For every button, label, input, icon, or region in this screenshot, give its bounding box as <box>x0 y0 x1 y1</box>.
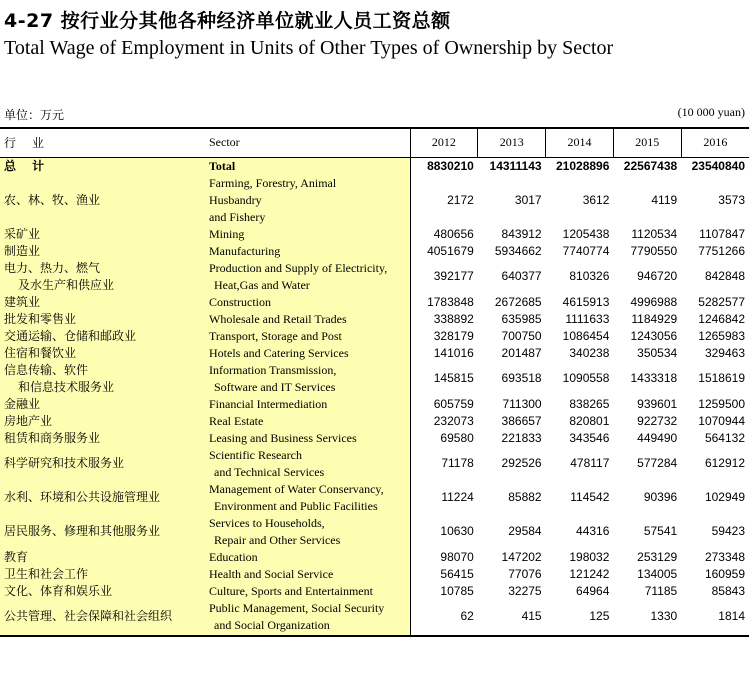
wage-value-cell: 1184929 <box>631 311 678 326</box>
wage-value-cell: 700750 <box>501 328 542 343</box>
wage-value-cell: 114542 <box>570 490 610 504</box>
table-row <box>0 328 749 345</box>
sector-name-english-line: Management of Water Conservancy, <box>209 481 384 496</box>
sector-name-chinese <box>0 294 204 311</box>
table-row <box>0 362 749 396</box>
sector-name-english <box>204 157 410 175</box>
wage-value-cell: 693518 <box>501 371 542 385</box>
wage-value-cell: 386657 <box>501 413 542 428</box>
sector-name-english-line: Wholesale and Retail Trades <box>209 311 347 326</box>
sector-name-english-line: and Technical Services <box>214 464 325 479</box>
sector-name-chinese-line: 总 计 <box>4 158 51 173</box>
table-row <box>0 243 749 260</box>
wage-value-cell: 1070944 <box>698 413 745 428</box>
sector-name-english-line: Heat,Gas and Water <box>214 277 310 292</box>
sector-name-english <box>204 549 410 566</box>
wage-value-cell: 1090558 <box>562 371 610 385</box>
wage-value-cell: 21028896 <box>556 158 610 173</box>
wage-table <box>0 127 749 637</box>
wage-value-cell: 44316 <box>576 524 610 538</box>
sector-name-chinese <box>0 175 204 226</box>
table-row <box>0 294 749 311</box>
table-row <box>0 413 749 430</box>
table-title-english: Total Wage of Employment in Units of Other Types of Ownership by Sector <box>4 37 614 59</box>
sector-name-chinese-line: 科学研究和技术服务业 <box>4 456 125 470</box>
sector-name-english <box>204 447 410 481</box>
wage-value-cell: 14311143 <box>489 158 542 173</box>
sector-name-chinese <box>0 396 204 413</box>
wage-value-cell: 1330 <box>613 600 681 636</box>
wage-value-cell: 810326 <box>569 269 610 283</box>
wage-value-cell: 480656 <box>433 226 474 241</box>
wage-table-container <box>0 127 751 637</box>
sector-name-english <box>204 294 410 311</box>
wage-value-cell: 160959 <box>704 566 745 581</box>
sector-name-english-line: Scientific Research <box>209 447 302 462</box>
sector-name-english <box>204 243 410 260</box>
sector-name-english-line: Financial Intermediation <box>209 396 328 411</box>
wage-value-cell: 340238 <box>569 345 610 360</box>
sector-name-english-line: Total <box>209 158 236 173</box>
wage-value-cell: 711300 <box>502 396 542 411</box>
wage-value-cell: 292526 <box>501 456 542 470</box>
sector-name-chinese <box>0 430 204 447</box>
sector-name-english <box>204 362 410 396</box>
wage-value-cell: 449490 <box>637 430 678 445</box>
wage-value-cell: 1518619 <box>698 371 745 385</box>
sector-name-chinese <box>0 345 204 362</box>
wage-value-cell: 3017 <box>514 192 542 207</box>
table-row <box>0 515 749 549</box>
wage-value-cell: 98070 <box>440 549 474 564</box>
wage-value-cell: 1111633 <box>565 311 610 326</box>
sector-name-english <box>204 566 410 583</box>
wage-value-cell: 7751266 <box>698 243 745 258</box>
sector-name-english <box>204 481 410 515</box>
sector-name-english-line: Software and IT Services <box>214 379 336 394</box>
sector-name-chinese-line: 及水生产和供应业 <box>18 277 115 292</box>
sector-name-chinese-line: 公共管理、社会保障和社会组织 <box>4 609 173 623</box>
wage-value-cell: 843912 <box>501 226 542 241</box>
wage-value-cell: 32275 <box>508 583 542 598</box>
wage-value-cell: 5934662 <box>494 243 542 258</box>
wage-value-cell: 939601 <box>637 396 678 411</box>
sector-name-english-line: Real Estate <box>209 413 264 428</box>
wage-value-cell: 842848 <box>704 269 745 283</box>
wage-value-cell: 232073 <box>433 413 474 428</box>
table-row <box>0 345 749 362</box>
sector-name-english <box>204 430 410 447</box>
wage-value-cell: 71185 <box>644 583 678 598</box>
table-body <box>0 157 749 636</box>
unit-label-chinese: 单位：万元 <box>4 108 65 122</box>
wage-value-cell: 4615913 <box>562 294 610 309</box>
wage-value-cell: 635985 <box>501 311 542 326</box>
wage-value-cell: 145815 <box>433 371 474 385</box>
table-row <box>0 566 749 583</box>
sector-name-english <box>204 260 410 294</box>
wage-value-cell: 564132 <box>704 430 745 445</box>
sector-name-chinese <box>0 157 204 175</box>
wage-value-cell: 23540840 <box>691 158 745 173</box>
wage-value-cell: 946720 <box>637 269 678 283</box>
sector-name-chinese <box>0 362 204 396</box>
header-row <box>0 128 749 157</box>
wage-value-cell: 29584 <box>508 524 542 538</box>
wage-value-cell: 338892 <box>433 311 474 326</box>
sector-name-chinese <box>0 260 204 294</box>
wage-value-cell: 85843 <box>711 583 745 598</box>
wage-value-cell: 329463 <box>704 345 745 360</box>
wage-value-cell: 141016 <box>433 345 474 360</box>
sector-name-chinese <box>0 226 204 243</box>
wage-value-cell: 198032 <box>569 549 610 564</box>
wage-value-cell: 4051679 <box>427 243 474 258</box>
sector-name-chinese <box>0 328 204 345</box>
sector-name-english-line: Culture, Sports and Entertainment <box>209 583 373 598</box>
wage-value-cell: 1107847 <box>699 226 745 241</box>
sector-name-english-line: and Fishery <box>209 209 266 224</box>
wage-value-cell: 2672685 <box>494 294 542 309</box>
wage-value-cell: 90396 <box>643 490 678 504</box>
sector-name-english-line: Health and Social Service <box>209 566 334 581</box>
wage-value-cell: 71178 <box>441 456 474 470</box>
sector-name-english-line: Services to Households, <box>209 515 325 530</box>
wage-value-cell: 77076 <box>508 566 542 581</box>
sector-name-chinese <box>0 311 204 328</box>
sector-name-chinese <box>0 549 204 566</box>
sector-name-english-line: Husbandry <box>209 192 262 207</box>
wage-value-cell: 1433318 <box>630 371 678 385</box>
wage-value-cell: 7790550 <box>630 243 678 258</box>
wage-value-cell: 57541 <box>643 524 678 538</box>
table-row <box>0 396 749 413</box>
sector-name-chinese <box>0 447 204 481</box>
sector-name-chinese-line: 卫生和社会工作 <box>4 566 89 581</box>
wage-value-cell: 273348 <box>704 549 745 564</box>
wage-value-cell: 1265983 <box>698 328 745 343</box>
sector-name-chinese <box>0 243 204 260</box>
sector-name-chinese <box>0 583 204 600</box>
sector-name-english <box>204 413 410 430</box>
wage-value-cell: 10785 <box>440 583 474 598</box>
sector-name-chinese-line: 住宿和餐饮业 <box>4 345 77 360</box>
header-sector-english: Sector <box>204 128 410 157</box>
wage-value-cell: 328179 <box>433 328 474 343</box>
wage-value-cell: 1086454 <box>562 328 610 343</box>
wage-value-cell: 1243056 <box>630 328 678 343</box>
wage-value-cell: 2172 <box>447 192 474 207</box>
wage-value-cell: 201487 <box>501 345 542 360</box>
sector-name-english-line: Public Management, Social Security <box>209 600 385 615</box>
sector-name-chinese-line: 信息传输、软件 <box>4 362 89 377</box>
wage-value-cell: 69580 <box>440 430 474 445</box>
sector-name-english-line: Leasing and Business Services <box>209 430 357 445</box>
header-year: 2016 <box>681 128 749 157</box>
wage-value-cell: 1246842 <box>698 311 745 326</box>
wage-value-cell: 102949 <box>704 490 745 504</box>
wage-value-cell: 478117 <box>570 456 610 470</box>
sector-name-english-line: Farming, Forestry, Animal <box>209 175 337 190</box>
table-row <box>0 311 749 328</box>
wage-value-cell: 125 <box>546 600 614 636</box>
wage-value-cell: 1814 <box>681 600 749 636</box>
sector-name-english-line: Hotels and Catering Services <box>209 345 349 360</box>
sector-name-chinese-line: 金融业 <box>4 396 41 411</box>
sector-name-chinese <box>0 481 204 515</box>
wage-value-cell: 5282577 <box>698 294 745 309</box>
sector-name-english-line: and Social Organization <box>214 617 330 632</box>
sector-name-chinese <box>0 566 204 583</box>
sector-name-english-line: Mining <box>209 226 245 241</box>
header-year: 2015 <box>613 128 681 157</box>
sector-name-english-line: Transport, Storage and Post <box>209 328 342 343</box>
sector-name-english <box>204 583 410 600</box>
wage-value-cell: 612912 <box>704 456 745 470</box>
table-row <box>0 600 749 636</box>
wage-value-cell: 253129 <box>637 549 678 564</box>
wage-value-cell: 4996988 <box>630 294 678 309</box>
sector-name-english-line: Production and Supply of Electricity, <box>209 260 388 275</box>
sector-name-chinese-line: 房地产业 <box>4 413 53 428</box>
sector-name-chinese <box>0 600 204 636</box>
table-row <box>0 481 749 515</box>
wage-value-cell: 415 <box>478 600 546 636</box>
sector-name-english <box>204 175 410 226</box>
wage-value-cell: 134005 <box>637 566 678 581</box>
wage-value-cell: 59423 <box>711 524 745 538</box>
table-row <box>0 226 749 243</box>
wage-value-cell: 147202 <box>501 549 542 564</box>
wage-value-cell: 7740774 <box>562 243 610 258</box>
wage-value-cell: 10630 <box>440 524 474 538</box>
wage-value-cell: 8830210 <box>427 158 474 173</box>
table-row <box>0 447 749 481</box>
wage-value-cell: 1120534 <box>631 226 678 241</box>
header-year: 2012 <box>410 128 478 157</box>
total-row <box>0 157 749 175</box>
sector-name-chinese-line: 批发和零售业 <box>4 311 77 326</box>
wage-value-cell: 62 <box>410 600 478 636</box>
table-title-chinese: 4-27 按行业分其他各种经济单位就业人员工资总额 <box>4 10 451 32</box>
sector-name-english <box>204 311 410 328</box>
sector-name-chinese-line: 采矿业 <box>4 226 41 241</box>
table-row <box>0 430 749 447</box>
sector-name-chinese-line: 农、林、牧、渔业 <box>4 192 101 207</box>
sector-name-chinese-line: 文化、体育和娱乐业 <box>4 583 113 598</box>
wage-value-cell: 343546 <box>569 430 610 445</box>
wage-value-cell: 3573 <box>718 192 745 207</box>
wage-value-cell: 11224 <box>441 490 474 504</box>
sector-name-english-line: Education <box>209 549 258 564</box>
sector-name-english-line: Manufacturing <box>209 243 281 258</box>
table-row <box>0 175 749 226</box>
sector-name-english-line: Construction <box>209 294 271 309</box>
sector-name-english <box>204 345 410 362</box>
header-sector-chinese: 行 业 <box>0 128 204 157</box>
wage-value-cell: 1259500 <box>698 396 745 411</box>
wage-value-cell: 820801 <box>569 413 610 428</box>
sector-name-english <box>204 515 410 549</box>
wage-value-cell: 1205438 <box>562 226 610 241</box>
wage-value-cell: 121242 <box>569 566 610 581</box>
wage-value-cell: 922732 <box>637 413 678 428</box>
sector-name-chinese-line: 交通运输、仓储和邮政业 <box>4 328 137 343</box>
table-header <box>0 128 749 157</box>
sector-name-chinese-line: 和信息技术服务业 <box>18 379 115 394</box>
sector-name-english-line: Repair and Other Services <box>214 532 341 547</box>
wage-value-cell: 3612 <box>582 192 610 207</box>
wage-value-cell: 221833 <box>501 430 542 445</box>
sector-name-english-line: Information Transmission, <box>209 362 337 377</box>
header-year: 2013 <box>478 128 546 157</box>
table-row <box>0 549 749 566</box>
wage-value-cell: 22567438 <box>623 158 678 173</box>
wage-value-cell: 1783848 <box>427 294 474 309</box>
sector-name-chinese-line: 制造业 <box>4 243 41 258</box>
wage-value-cell: 605759 <box>433 396 474 411</box>
sector-name-chinese-line: 水利、环境和公共设施管理业 <box>4 490 161 504</box>
wage-value-cell: 350534 <box>637 345 678 360</box>
wage-value-cell: 640377 <box>501 269 542 283</box>
sector-name-chinese-line: 居民服务、修理和其他服务业 <box>4 524 161 538</box>
sector-name-english <box>204 226 410 243</box>
wage-value-cell: 64964 <box>576 583 610 598</box>
sector-name-chinese <box>0 413 204 430</box>
sector-name-english-line: Environment and Public Facilities <box>214 498 378 513</box>
sector-name-chinese-line: 教育 <box>4 549 29 564</box>
wage-value-cell: 56415 <box>440 566 474 581</box>
table-row <box>0 260 749 294</box>
sector-name-chinese <box>0 515 204 549</box>
wage-value-cell: 577284 <box>637 456 678 470</box>
wage-value-cell: 838265 <box>569 396 610 411</box>
sector-name-english <box>204 600 410 636</box>
sector-name-chinese-line: 建筑业 <box>4 294 41 309</box>
sector-name-chinese-line: 电力、热力、燃气 <box>4 260 101 275</box>
header-year: 2014 <box>546 128 614 157</box>
wage-value-cell: 4119 <box>651 192 678 207</box>
sector-name-english <box>204 396 410 413</box>
sector-name-english <box>204 328 410 345</box>
table-row <box>0 583 749 600</box>
wage-value-cell: 392177 <box>433 269 474 283</box>
sector-name-chinese-line: 租赁和商务服务业 <box>4 430 101 445</box>
unit-label-english: (10 000 yuan) <box>677 105 745 119</box>
wage-value-cell: 85882 <box>508 490 542 504</box>
